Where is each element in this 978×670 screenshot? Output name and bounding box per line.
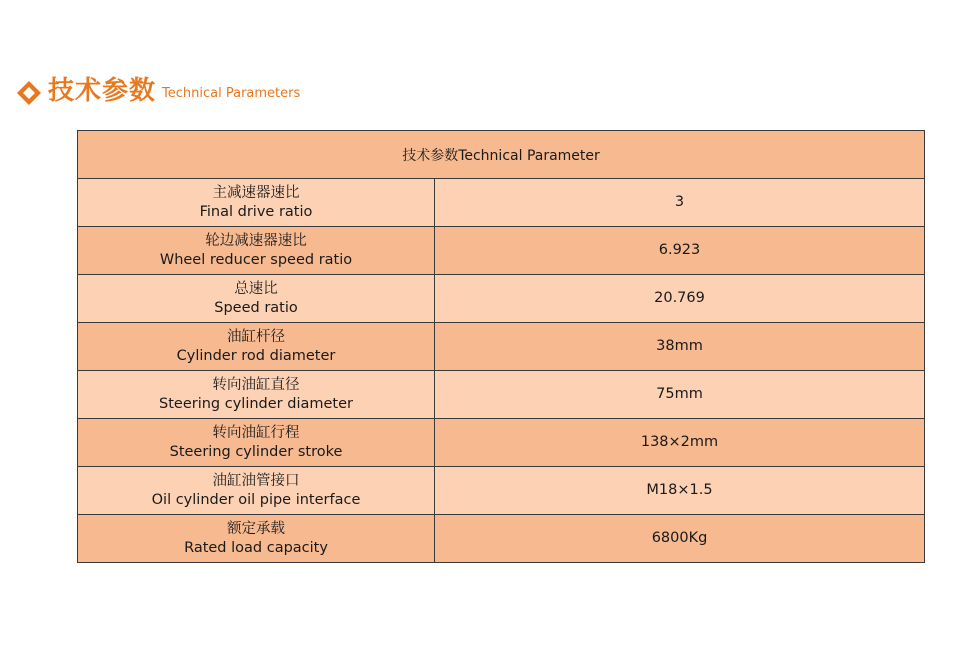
parameter-label-cell [78,179,435,227]
parameter-label-en: Final drive ratio [199,203,313,220]
parameter-label-cell [78,275,435,323]
parameter-value: 20.769 [435,275,925,323]
table-row [78,227,925,275]
parameter-label-en: Steering cylinder diameter [159,395,353,412]
parameter-label-cell [78,227,435,275]
parameters-table [77,130,925,563]
parameter-label-cn: 转向油缸行程 [212,424,300,441]
parameter-label-cn: 转向油缸直径 [212,376,300,393]
parameter-label-cn: 油缸油管接口 [212,472,300,489]
parameter-label-cn: 油缸杆径 [227,328,285,345]
parameter-label-cn: 主减速器速比 [212,184,300,201]
diamond-icon [16,80,38,102]
parameter-label-cell [78,419,435,467]
parameter-label-cell [78,467,435,515]
table-row [78,179,925,227]
table-row [78,371,925,419]
table-row [78,515,925,563]
parameter-label-cell [78,323,435,371]
parameter-label-cn: 轮边减速器速比 [205,232,307,249]
parameter-value: 38mm [435,323,925,371]
parameter-value: 6800Kg [435,515,925,563]
section-title-cn: 技术参数 [48,76,157,106]
table-row [78,467,925,515]
parameter-value: 6.923 [435,227,925,275]
section-title-en: Technical Parameters [162,86,301,101]
parameter-label-cn: 额定承载 [227,520,285,537]
parameter-label-en: Oil cylinder oil pipe interface [151,491,361,508]
table-body [78,179,925,563]
parameter-label-cell [78,515,435,563]
section-header [16,76,300,106]
table-row [78,419,925,467]
parameter-value: 3 [435,179,925,227]
parameter-value: 138×2mm [435,419,925,467]
parameter-label-en: Steering cylinder stroke [169,443,343,460]
parameter-label-en: Rated load capacity [184,539,328,556]
parameter-label-en: Cylinder rod diameter [176,347,336,364]
parameter-label-en: Speed ratio [214,299,298,316]
parameter-label-en: Wheel reducer speed ratio [159,251,353,268]
table-heading: 技术参数Technical Parameter [78,131,925,179]
parameter-label-cell [78,371,435,419]
parameter-label-cn: 总速比 [234,280,278,297]
parameter-value: M18×1.5 [435,467,925,515]
table-header-row [78,131,925,179]
table-row [78,275,925,323]
table-row [78,323,925,371]
parameter-value: 75mm [435,371,925,419]
